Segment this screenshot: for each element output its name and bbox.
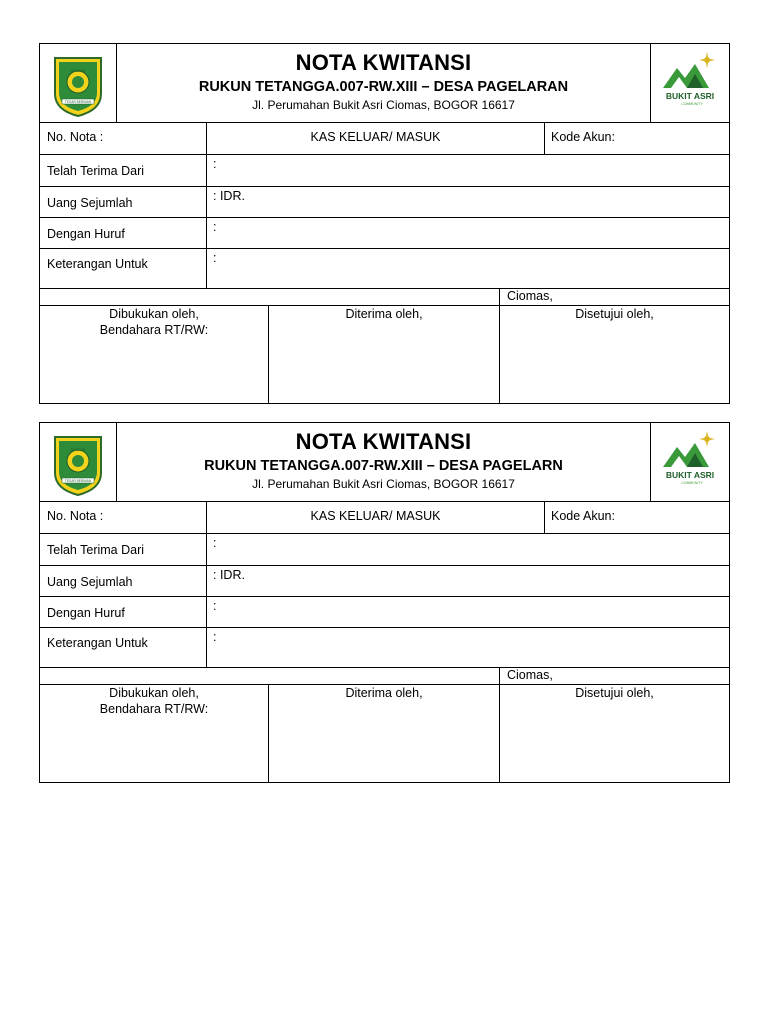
field-keterangan-untuk[interactable]: [40, 628, 729, 668]
divider: [544, 122, 545, 154]
field-value[interactable]: :: [213, 630, 217, 644]
bukit-asri-logo-cell: [650, 423, 729, 501]
receipt-header: [40, 44, 729, 123]
signature-title: Disetujui oleh,: [575, 307, 654, 321]
emblem-ribbon-text: TEGAR BERIMAN: [64, 100, 92, 104]
divider: [206, 155, 207, 186]
receipt-1: [39, 43, 730, 404]
field-label: Uang Sejumlah: [47, 196, 133, 210]
bukit-asri-logo-cell: [650, 44, 729, 122]
bukit-asri-logo-icon: [651, 44, 729, 122]
signature-title: Diterima oleh,: [345, 307, 423, 321]
bogor-emblem-icon: [40, 44, 116, 122]
receipt-title: NOTA KWITANSI: [295, 50, 472, 75]
logo-main-text: BUKIT ASRI: [665, 470, 715, 480]
logo-sub-text: COMMUNITY: [681, 102, 703, 106]
nota-row: [40, 501, 729, 534]
field-label: Telah Terima Dari: [47, 543, 145, 557]
receipt-address: Jl. Perumahan Bukit Asri Ciomas, BOGOR 16617: [252, 98, 515, 112]
signature-subtitle: Bendahara RT/RW:: [99, 323, 209, 337]
field-value[interactable]: :: [213, 220, 217, 234]
field-value[interactable]: :: [213, 251, 217, 265]
signature-title: Dibukukan oleh,: [109, 686, 199, 700]
divider: [206, 597, 207, 627]
kode-akun-label: Kode Akun:: [551, 509, 615, 523]
receipt-subtitle: RUKUN TETANGGA.007-RW.XIII – DESA PAGELARAN: [198, 79, 569, 95]
field-label: Dengan Huruf: [47, 227, 125, 241]
divider: [206, 187, 207, 217]
nota-row: [40, 122, 729, 155]
signature-disetujui[interactable]: [500, 306, 729, 403]
divider: [206, 566, 207, 596]
divider: [206, 249, 207, 288]
bogor-emblem-cell: [40, 44, 117, 122]
field-label: Keterangan Untuk: [47, 257, 148, 271]
kas-label: KAS KELUAR/ MASUK: [310, 509, 441, 523]
bogor-emblem-icon: [40, 423, 116, 501]
divider: [499, 289, 500, 305]
signature-disetujui[interactable]: [500, 685, 729, 782]
signature-bendahara[interactable]: [40, 306, 269, 403]
field-telah-terima-dari[interactable]: [40, 155, 729, 187]
field-label: Telah Terima Dari: [47, 164, 145, 178]
receipt-subtitle: RUKUN TETANGGA.007-RW.XIII – DESA PAGELARN: [204, 458, 563, 474]
divider: [206, 218, 207, 248]
signature-title: Diterima oleh,: [345, 686, 423, 700]
field-label: Keterangan Untuk: [47, 636, 148, 650]
field-keterangan-untuk[interactable]: [40, 249, 729, 289]
field-telah-terima-dari[interactable]: [40, 534, 729, 566]
field-dengan-huruf[interactable]: [40, 597, 729, 628]
no-nota-label: No. Nota :: [47, 509, 104, 523]
divider: [206, 628, 207, 667]
field-value[interactable]: : IDR.: [213, 189, 245, 203]
signature-title: Disetujui oleh,: [575, 686, 654, 700]
title-block: [117, 423, 650, 501]
receipt-header: [40, 423, 729, 502]
place-date-label[interactable]: Ciomas,: [507, 668, 553, 682]
no-nota-label: No. Nota :: [47, 130, 104, 144]
field-value[interactable]: : IDR.: [213, 568, 245, 582]
divider: [544, 501, 545, 533]
receipt-2: [39, 422, 730, 783]
logo-main-text: BUKIT ASRI: [665, 91, 715, 101]
signature-bendahara[interactable]: [40, 685, 269, 782]
kode-akun-label: Kode Akun:: [551, 130, 615, 144]
emblem-ribbon-text: TEGAR BERIMAN: [64, 479, 92, 483]
field-value[interactable]: :: [213, 157, 217, 171]
signature-title: Dibukukan oleh,: [109, 307, 199, 321]
field-label: Uang Sejumlah: [47, 575, 133, 589]
title-block: [117, 44, 650, 122]
logo-sub-text: COMMUNITY: [681, 481, 703, 485]
field-uang-sejumlah[interactable]: [40, 566, 729, 597]
date-row: [40, 289, 729, 306]
bukit-asri-logo-icon: [651, 423, 729, 501]
kas-label: KAS KELUAR/ MASUK: [310, 130, 441, 144]
bogor-emblem-cell: [40, 423, 117, 501]
field-label: Dengan Huruf: [47, 606, 125, 620]
signature-subtitle: Bendahara RT/RW:: [99, 702, 209, 716]
field-value[interactable]: :: [213, 599, 217, 613]
emblem-seal-text: BOGOR: [70, 447, 86, 452]
signature-diterima[interactable]: [269, 306, 500, 403]
divider: [499, 668, 500, 684]
divider: [206, 534, 207, 565]
emblem-seal-text: BOGOR: [70, 68, 86, 73]
signature-diterima[interactable]: [269, 685, 500, 782]
field-dengan-huruf[interactable]: [40, 218, 729, 249]
place-date-label[interactable]: Ciomas,: [507, 289, 553, 303]
date-row: [40, 668, 729, 685]
receipt-address: Jl. Perumahan Bukit Asri Ciomas, BOGOR 16617: [252, 477, 515, 491]
receipt-title: NOTA KWITANSI: [295, 429, 472, 454]
field-uang-sejumlah[interactable]: [40, 187, 729, 218]
field-value[interactable]: :: [213, 536, 217, 550]
